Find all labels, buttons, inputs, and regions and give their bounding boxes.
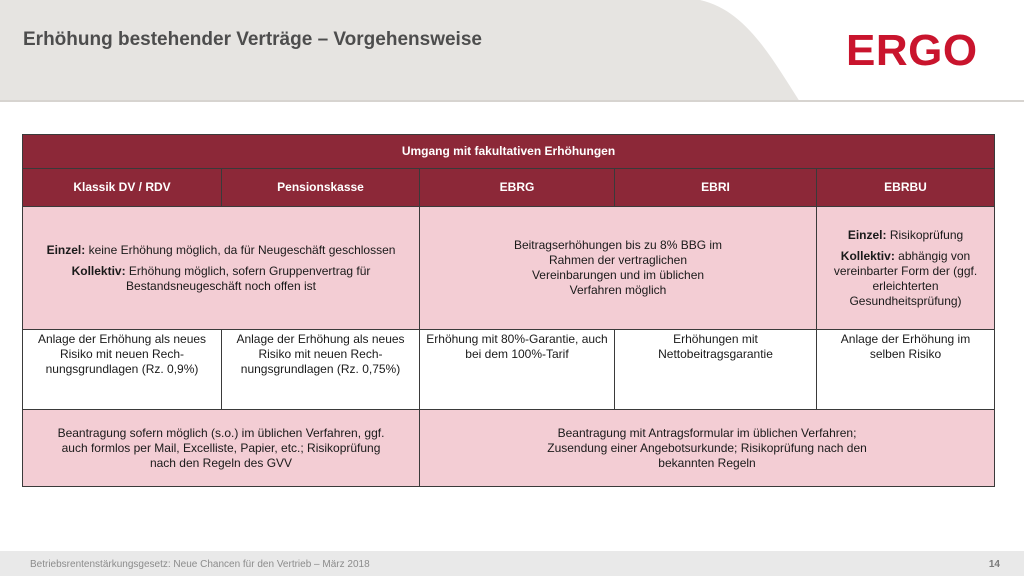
einzel-text: Risikoprüfung: [886, 227, 964, 242]
column-header-ebri: EBRI: [615, 169, 817, 207]
cell-pensionskasse-increase: Anlage der Erhöhung als neues Risiko mit neuen Rech-nungsgrundlagen (Rz. 0,75%): [222, 330, 420, 410]
footer-text: Betriebsrentenstärkungsgesetz: Neue Chancen für den Vertrieb – März 2018: [30, 559, 370, 570]
page-title: Erhöhung bestehender Verträge – Vorgehensweise: [23, 29, 482, 50]
cell-klassik-pensionskasse-rules: [23, 207, 420, 330]
cell-ebrg-increase: Erhöhung mit 80%-Garantie, auch bei dem 100%-Tarif: [420, 330, 615, 410]
cell-application-right: Beantragung mit Antragsformular im üblichen Verfahren; Zusendung einer Angebotsurkunde; Risikoprüfung nach den bekannten Regeln: [420, 410, 995, 487]
cell-ebrg-ebri-rules: Beitragserhöhungen bis zu 8% BBG im Rahmen der vertraglichen Vereinbarungen und im üblichen Verfahren möglich: [420, 207, 817, 330]
kollektiv-text: Erhöhung möglich, sofern Gruppenvertrag für Bestandsneugeschäft noch offen ist: [125, 263, 371, 293]
einzel-label: Einzel:: [847, 227, 887, 242]
kollektiv-rule: [29, 264, 413, 294]
kollektiv-text: abhängig von vereinbarter Form der (ggf. erleichterten Gesundheitsprüfung): [833, 248, 978, 308]
kollektiv-label: Kollektiv:: [840, 248, 895, 263]
einzel-text: keine Erhöhung möglich, da für Neugeschäft geschlossen: [85, 242, 396, 257]
kollektiv-rule: [823, 249, 988, 309]
einzel-rule: [29, 243, 413, 258]
column-header-ebrbu: EBRBU: [817, 169, 995, 207]
cell-ebrbu-rules: [817, 207, 995, 330]
ergo-logo: ERGO: [846, 26, 978, 75]
column-header-ebrg: EBRG: [420, 169, 615, 207]
cell-application-left: Beantragung sofern möglich (s.o.) im üblichen Verfahren, ggf. auch formlos per Mail, Excelliste, Papier, etc.; Risikoprüfung nach den Regeln des GVV: [23, 410, 420, 487]
einzel-rule: [823, 228, 988, 243]
kollektiv-label: Kollektiv:: [71, 263, 126, 278]
cell-klassik-increase: Anlage der Erhöhung als neues Risiko mit neuen Rech-nungsgrundlagen (Rz. 0,9%): [23, 330, 222, 410]
handling-table: [22, 134, 995, 487]
page-number: 14: [988, 559, 1000, 570]
cell-ebri-increase: Erhöhungen mit Nettobeitragsgarantie: [615, 330, 817, 410]
column-header-pensionskasse: Pensionskasse: [222, 169, 420, 207]
cell-ebrbu-increase: Anlage der Erhöhung im selben Risiko: [817, 330, 995, 410]
einzel-label: Einzel:: [46, 242, 86, 257]
table-title: Umgang mit fakultativen Erhöhungen: [23, 135, 995, 169]
column-header-klassik: Klassik DV / RDV: [23, 169, 222, 207]
